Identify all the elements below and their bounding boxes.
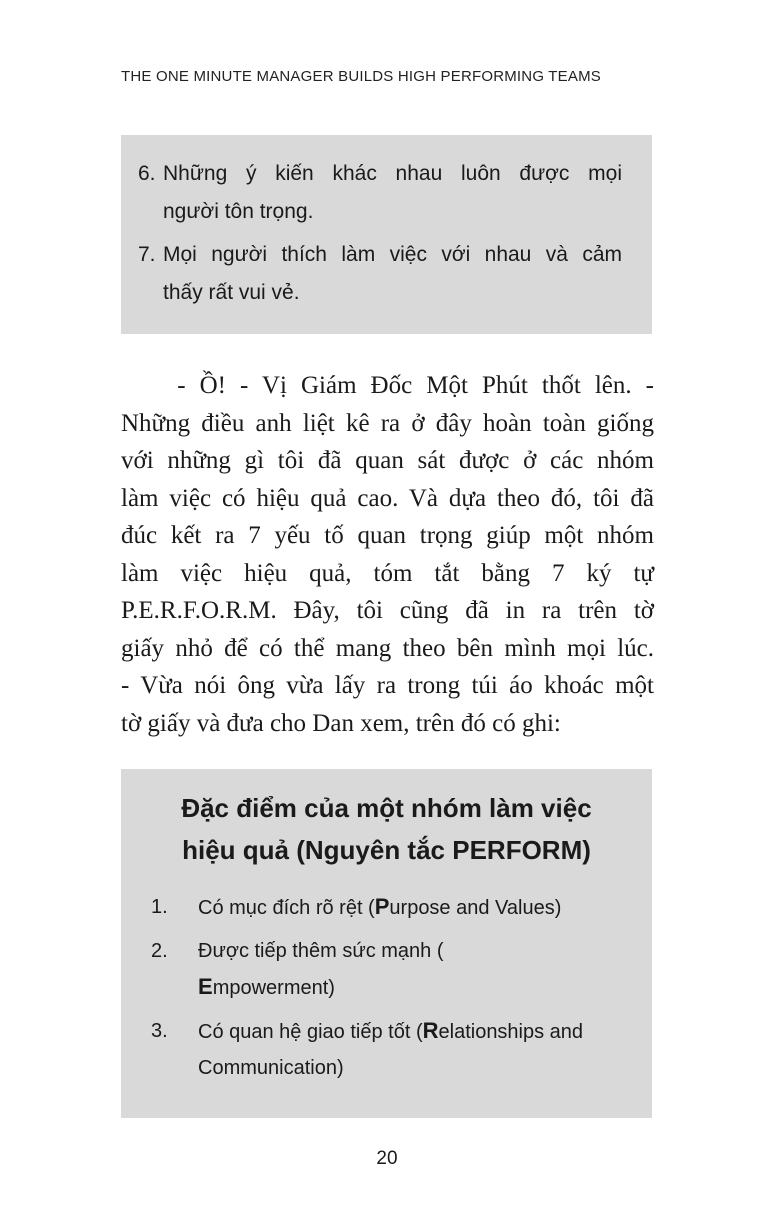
list-item-line: Những ý kiến khác nhau luôn được mọi (163, 162, 622, 185)
running-header: THE ONE MINUTE MANAGER BUILDS HIGH PERFORMING TEAMS (121, 68, 601, 85)
perform-item-after: elationships and Communication) (198, 1021, 595, 1079)
body-line: tờ giấy và đưa cho Dan xem, trên đó có ghi: (121, 709, 561, 737)
list-item-text (163, 155, 622, 231)
list-item-number: 6. (138, 162, 156, 185)
list-item-line: Mọi người thích làm việc với nhau và cảm (163, 243, 622, 266)
list-item (138, 155, 622, 231)
perform-list-item (151, 933, 622, 1006)
perform-title-line: Đặc điểm của một nhóm làm việc (181, 793, 592, 823)
perform-item-initial: P (374, 894, 390, 919)
body-line: P.E.R.F.O.R.M. Đây, tôi cũng đã in ra trên tờ (121, 597, 654, 624)
body-line: Những điều anh liệt kê ra ở đây hoàn toàn giống (121, 409, 654, 437)
perform-box-title (151, 787, 622, 871)
perform-list-item (151, 889, 622, 926)
perform-item-before: Có quan hệ giao tiếp tốt ( (198, 1021, 423, 1043)
list-item-line: thấy rất vui vẻ. (163, 281, 300, 304)
perform-item-after: urpose and Values) (389, 897, 562, 919)
body-line: làm việc hiệu quả, tóm tắt bằng 7 ký tự (121, 559, 654, 587)
perform-item-text (198, 889, 622, 926)
perform-item-initial: E (198, 974, 213, 999)
list-item-number: 7. (138, 243, 156, 266)
body-line: làm việc có hiệu quả cao. Và dựa theo đó, tôi đã (121, 484, 654, 512)
body-line: đúc kết ra 7 yếu tố quan trọng giúp một nhóm (121, 522, 654, 549)
page-number: 20 (376, 1148, 398, 1169)
list-item (138, 236, 622, 312)
perform-item-number: 2. (151, 940, 168, 962)
body-paragraph (121, 367, 654, 742)
perform-item-number: 1. (151, 896, 168, 918)
perform-item-initial: R (422, 1018, 439, 1043)
perform-item-number: 3. (151, 1020, 168, 1042)
highlight-box-list (121, 135, 652, 334)
body-line: với những gì tôi đã quan sát được ở các nhóm (121, 447, 654, 474)
perform-item-before: Có mục đích rõ rệt ( (198, 897, 375, 919)
perform-box (121, 769, 652, 1118)
perform-item-text (198, 933, 622, 1006)
perform-item-text (198, 1013, 622, 1086)
body-line: - Vừa nói ông vừa lấy ra trong túi áo khoác một (121, 672, 654, 699)
perform-item-after: mpowerment) (212, 977, 335, 999)
perform-list-item (151, 1013, 622, 1086)
list-item-line: người tôn trọng. (163, 200, 314, 223)
body-line: giấy nhỏ để có thể mang theo bên mình mọi lúc. (121, 634, 654, 662)
perform-title-line: hiệu quả (Nguyên tắc PERFORM) (182, 835, 591, 865)
perform-item-before: Được tiếp thêm sức mạnh ( (198, 940, 444, 962)
body-line: - Ồ! - Vị Giám Đốc Một Phút thốt lên. - (121, 372, 654, 399)
list-item-text (163, 236, 622, 312)
